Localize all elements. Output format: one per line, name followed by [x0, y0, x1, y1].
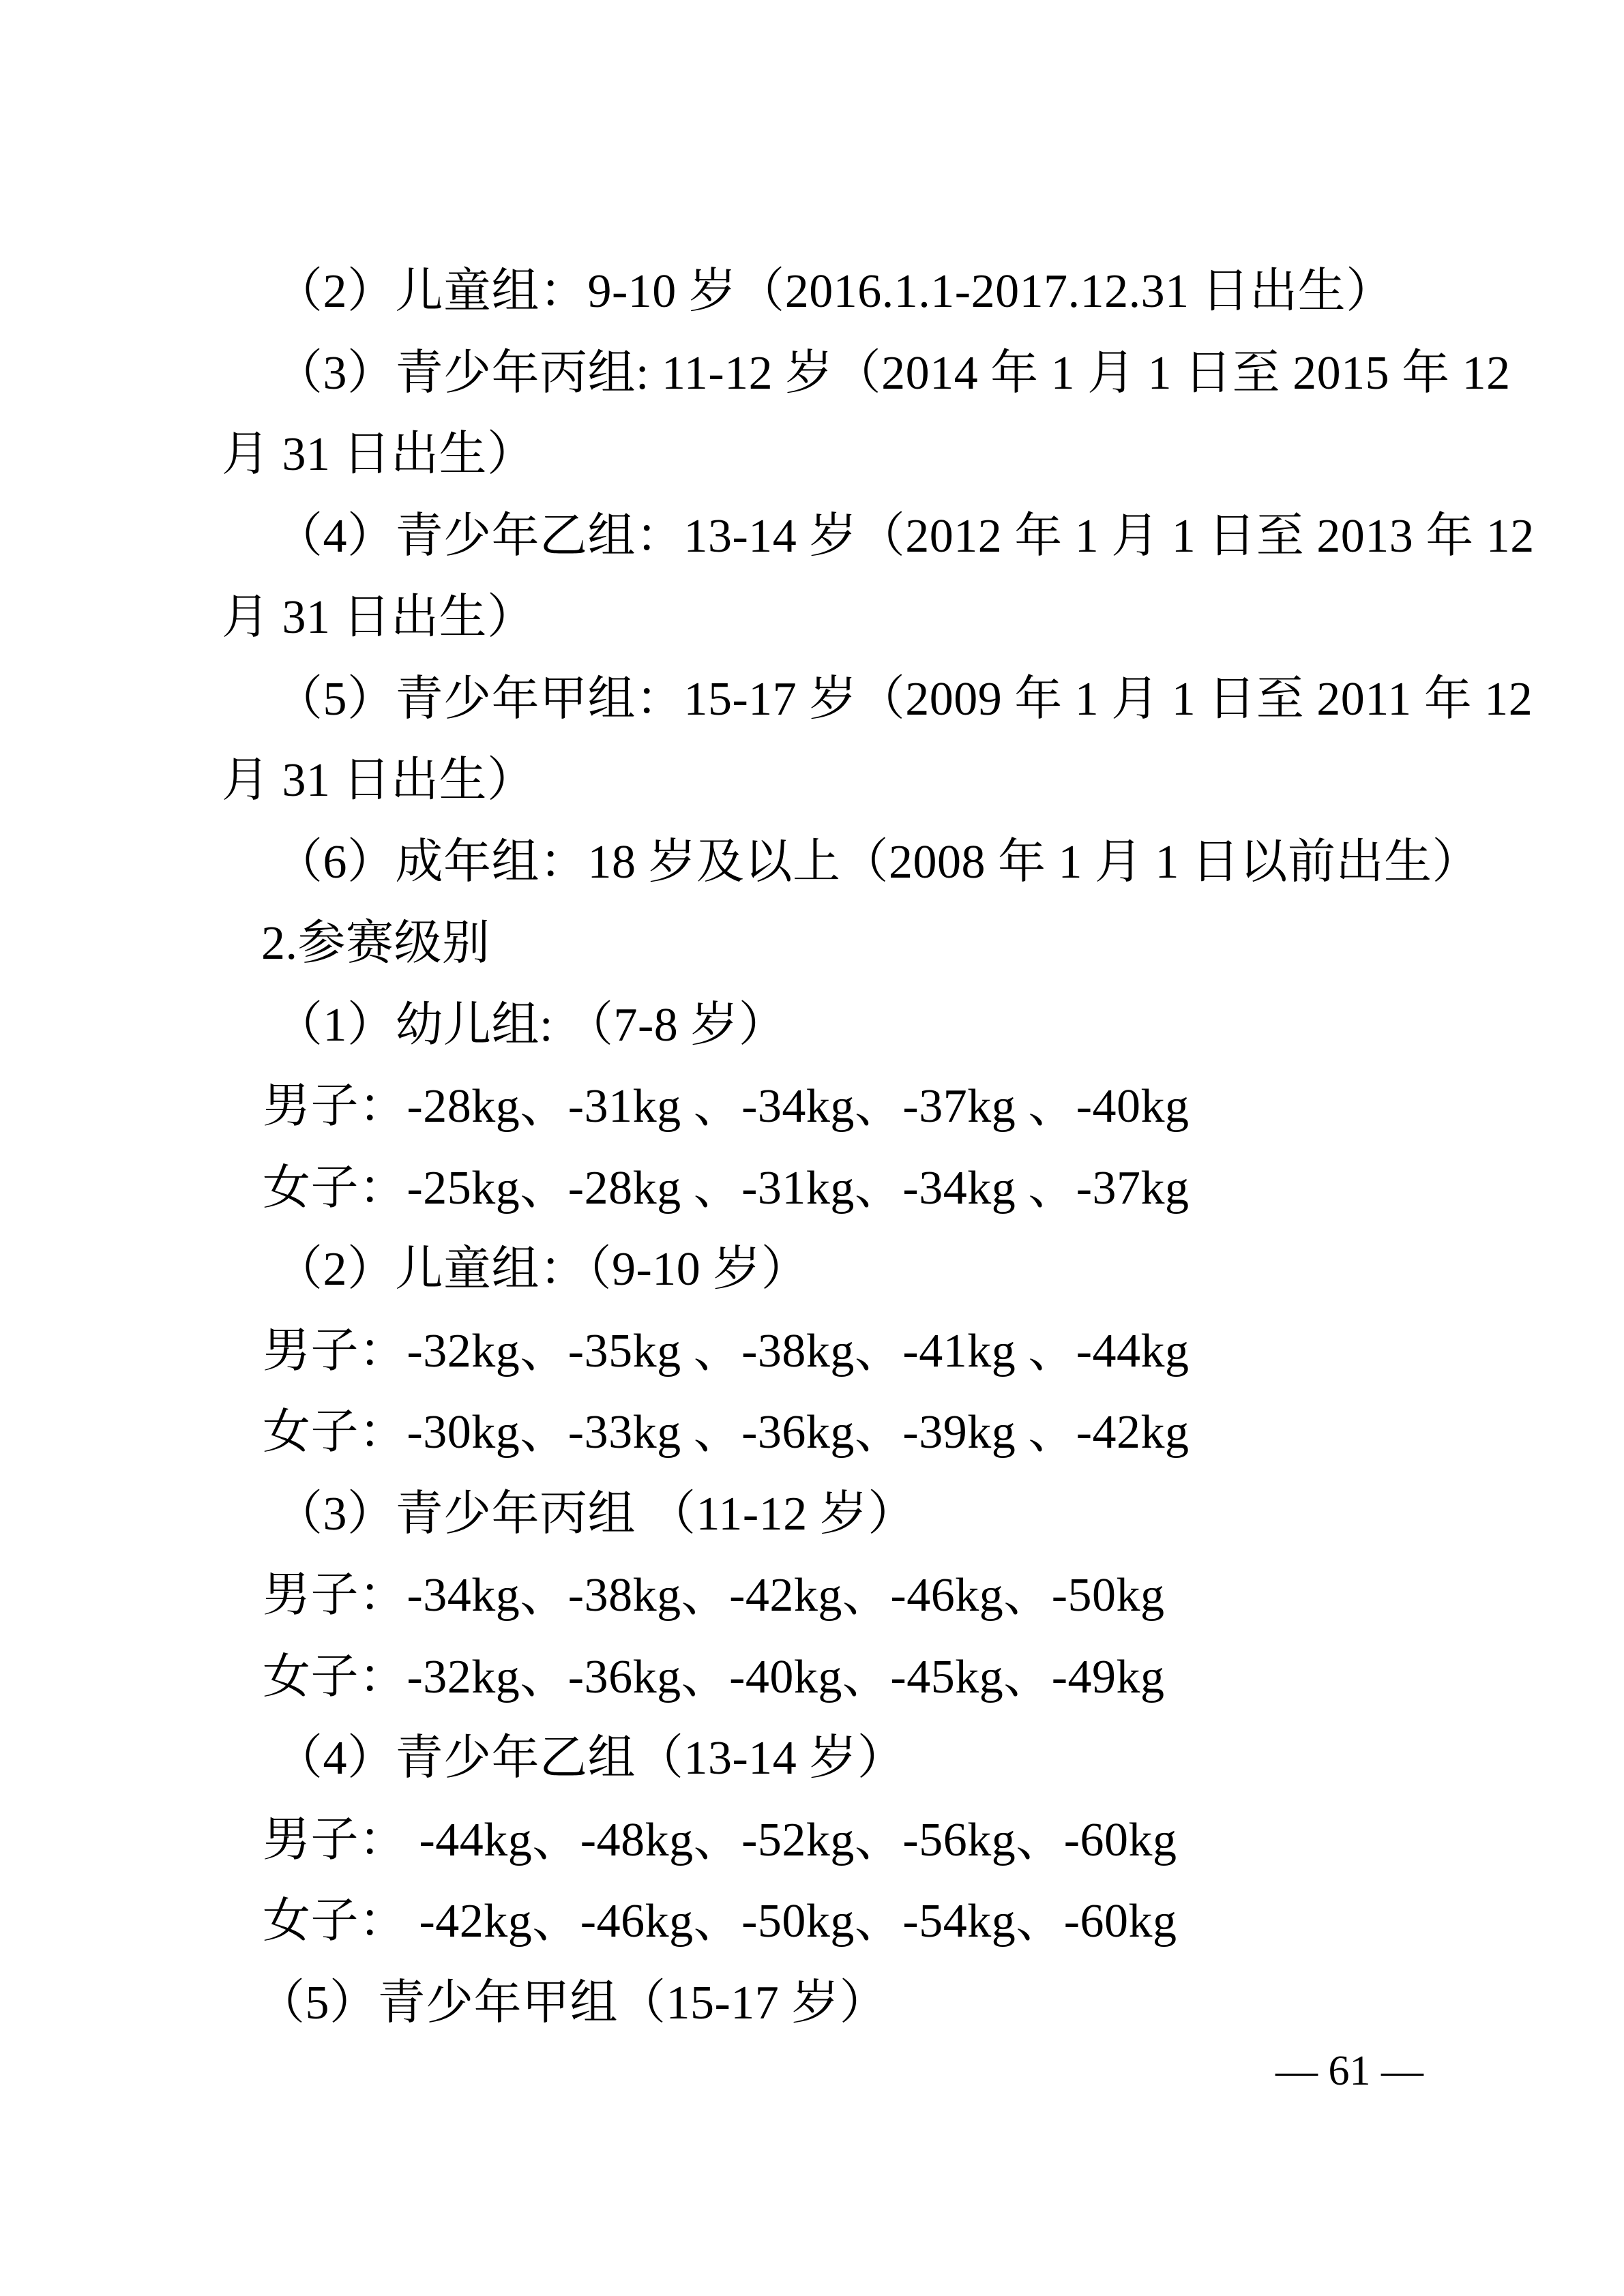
document-text-block [222, 251, 1535, 2044]
page-number: — 61 — [1275, 2048, 1423, 2094]
age-group-children-line: （2）儿童组：9-10 岁（2016.1.1-2017.12.31 日出生） [275, 265, 1394, 318]
weights-junior-b-women: 女子： -42kg、-46kg、-50kg、-54kg、-60kg [263, 1895, 1177, 1948]
weights-children-men: 男子：-32kg、-35kg 、-38kg、-41kg 、-44kg [263, 1324, 1190, 1377]
weight-group-children-header: （2）儿童组：（9-10 岁） [275, 1243, 810, 1296]
weights-kindergarten-men: 男子：-28kg、-31kg 、-34kg、-37kg 、-40kg [263, 1080, 1190, 1133]
weight-group-kindergarten-header: （1）幼儿组: （7-8 岁） [275, 998, 787, 1052]
section-heading-competition-levels: 2.参赛级别 [261, 917, 490, 970]
age-group-junior-b-line-2: 月 31 日出生） [222, 591, 535, 644]
weight-group-junior-b-header: （4）青少年乙组（13-14 岁） [275, 1732, 906, 1785]
age-group-junior-a-line-2: 月 31 日出生） [222, 754, 535, 807]
age-group-junior-a-line-1: （5）青少年甲组：15-17 岁（2009 年 1 月 1 日至 2011 年 12 [275, 672, 1533, 726]
age-group-adult-line: （6）成年组：18 岁及以上（2008 年 1 月 1 日以前出生） [275, 835, 1480, 889]
weights-kindergarten-women: 女子：-25kg、-28kg 、-31kg、-34kg 、-37kg [263, 1161, 1190, 1214]
weights-junior-b-men: 男子： -44kg、-48kg、-52kg、-56kg、-60kg [263, 1813, 1177, 1866]
age-group-junior-c-line-2: 月 31 日出生） [222, 428, 535, 481]
weights-junior-c-women: 女子：-32kg、-36kg、-40kg、-45kg、-49kg [263, 1650, 1165, 1703]
weight-group-junior-a-header: （5）青少年甲组（15-17 岁） [257, 1976, 888, 2029]
weights-children-women: 女子：-30kg、-33kg 、-36kg、-39kg 、-42kg [263, 1406, 1190, 1459]
age-group-junior-b-line-1: （4）青少年乙组：13-14 岁（2012 年 1 月 1 日至 2013 年 12 [275, 509, 1535, 563]
weights-junior-c-men: 男子：-34kg、-38kg、-42kg、-46kg、-50kg [263, 1569, 1165, 1622]
age-group-junior-c-line-1: （3）青少年丙组: 11-12 岁（2014 年 1 月 1 日至 2015 年 12 [275, 346, 1511, 400]
weight-group-junior-c-header: （3）青少年丙组 （11-12 岁） [275, 1487, 916, 1540]
